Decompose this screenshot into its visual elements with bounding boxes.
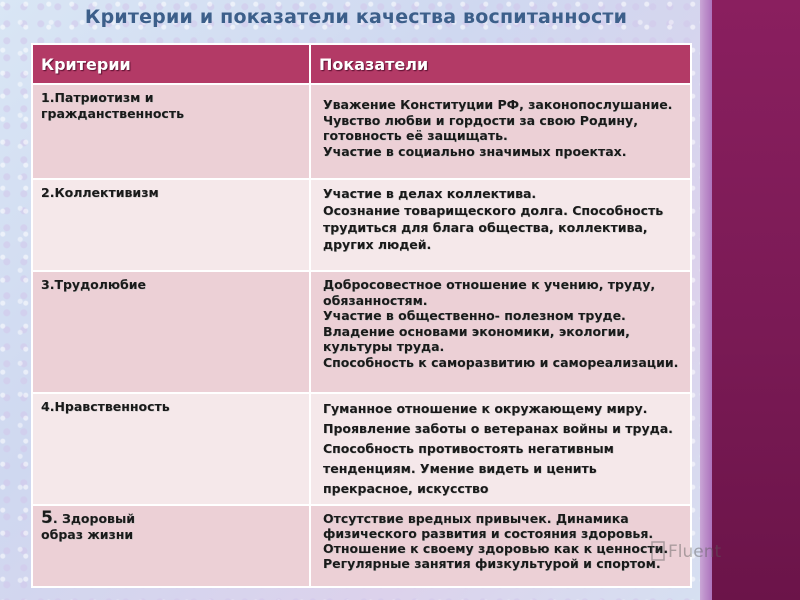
criterion-cell (32, 505, 310, 587)
criterion-cell (32, 179, 310, 271)
criterion-cell (32, 271, 310, 393)
indicator-text: трудиться для блага общества, коллектива, (323, 220, 648, 235)
criterion-text: 2.Коллективизм (41, 185, 159, 200)
indicator-text: Чувство любви и гордости за свою Родину, (323, 112, 638, 128)
indicator-text: других людей. (323, 237, 432, 252)
indicator-text: обязанностям. (323, 292, 428, 308)
table-row (32, 271, 691, 393)
criterion-text: 3.Трудолюбие (41, 277, 147, 292)
indicator-cell (310, 393, 691, 505)
side-decorative-band (712, 0, 800, 600)
criterion-text: 4.Нравственность (41, 399, 170, 414)
criterion-cell (32, 393, 310, 505)
indicator-cell (310, 271, 691, 393)
indicator-text: Владение основами экономики, экологии, (323, 323, 630, 339)
indicator-text: Участие в делах коллектива. (323, 186, 537, 201)
indicator-text: Уважение Конституции РФ, законопослушание. (323, 97, 673, 112)
criterion-text-part: . Здоровый (52, 511, 136, 526)
criterion-number: 5 (41, 508, 53, 528)
indicator-text: физического развития и состояния здоровья. (323, 526, 654, 541)
watermark-text: Fluent (668, 542, 722, 562)
indicator-cell (310, 179, 691, 271)
table-row (32, 179, 691, 271)
indicator-cell (310, 84, 691, 179)
criterion-cell (32, 84, 310, 179)
indicator-text: прекрасное, искусство (323, 481, 489, 496)
indicator-text: Проявление заботы о ветеранах войны и труда. (323, 421, 673, 436)
criterion-text: 1.Патриотизм и (41, 90, 154, 105)
criterion-text: образ жизни (41, 526, 134, 542)
indicator-text: Способность противостоять негативным (323, 441, 614, 456)
indicator-text: Регулярные занятия физкультурой и спортом. (323, 556, 661, 571)
indicator-text: Гуманное отношение к окружающему миру. (323, 401, 648, 416)
criterion-text: гражданственность (41, 105, 184, 121)
indicator-text: культуры труда. (323, 339, 445, 354)
indicator-text: Осознание товарищеского долга. Способность (323, 203, 664, 218)
table-header-row (32, 44, 691, 84)
table-row (32, 505, 691, 587)
table-row (32, 84, 691, 179)
criterion-text (41, 508, 301, 528)
indicator-text: Участие в социально значимых проектах. (323, 143, 627, 159)
indicator-text: Отношение к своему здоровью как к ценности. (323, 541, 669, 556)
indicator-text: Отсутствие вредных привычек. Динамика (323, 511, 629, 526)
table-row (32, 393, 691, 505)
indicator-text: Добросовестное отношение к учению, труду, (323, 277, 656, 292)
column-header-indicators: Показатели (310, 44, 691, 84)
indicator-text: Способность к саморазвитию и самореализации. (323, 354, 679, 370)
indicator-text: готовность её защищать. (323, 128, 508, 143)
column-header-criteria: Критерии (32, 44, 310, 84)
indicator-text: Участие в общественно- полезном труде. (323, 308, 626, 323)
indicator-text: тенденциям. Умение видеть и ценить (323, 461, 597, 476)
indicator-cell (310, 505, 691, 587)
criteria-table (31, 43, 692, 588)
page-title: Критерии и показатели качества воспитанности (84, 6, 628, 28)
watermark-icon (650, 540, 668, 564)
